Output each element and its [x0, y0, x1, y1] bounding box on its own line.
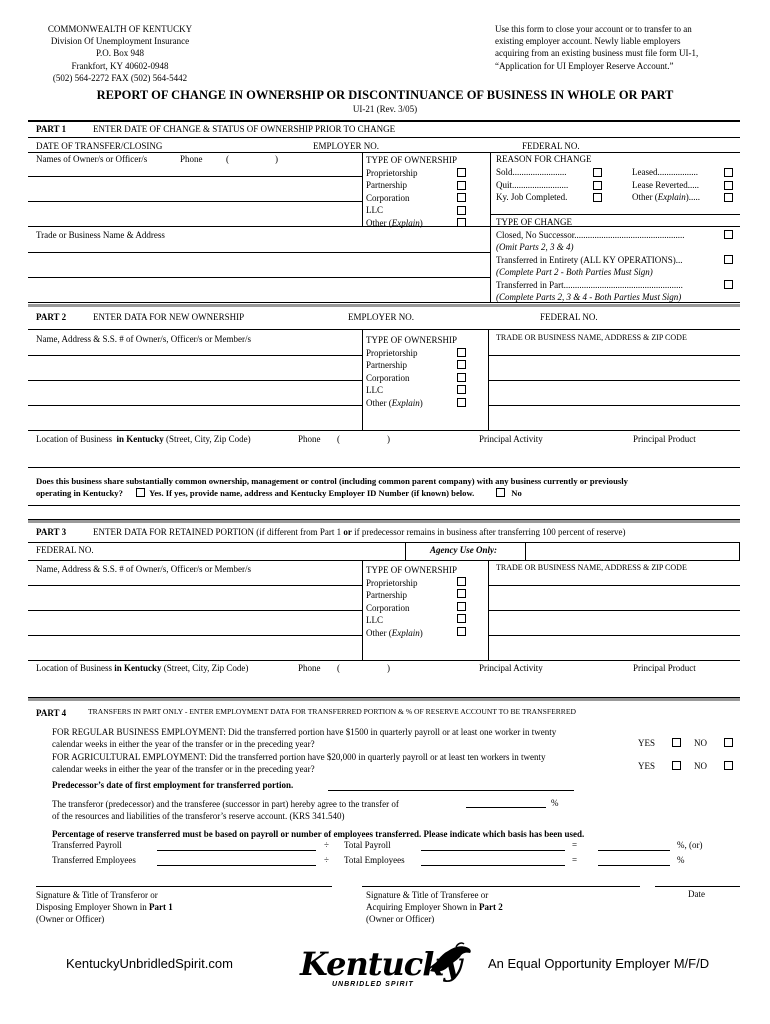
- reason-lease-reverted: Lease Reverted.....: [632, 179, 699, 190]
- transferee-signature-line[interactable]: [362, 886, 640, 887]
- agreement-line-2: of the resources and liabilities of the transferor’s reserve account. (KRS 341.540): [52, 811, 345, 822]
- change-entirety: Transferred in Entirety (ALL KY OPERATIONS)...: [496, 254, 683, 265]
- leased-checkbox[interactable]: [724, 168, 733, 177]
- sig-owner: (Owner or Officer): [366, 914, 435, 925]
- proprietorship-checkbox[interactable]: [457, 168, 466, 177]
- transferred-payroll-field[interactable]: [157, 850, 316, 851]
- change-closed-note: (Omit Parts 2, 3 & 4): [496, 242, 574, 252]
- part2-employer-no: EMPLOYER NO.: [348, 312, 415, 322]
- location-bold: in Kentucky: [114, 663, 162, 673]
- quit-checkbox[interactable]: [593, 181, 602, 190]
- agency-address: [30, 23, 210, 84]
- ownership-type-title: TYPE OF OWNERSHIP: [366, 155, 458, 165]
- part2-name-label: Name, Address & S.S. # of Owner/s, Officer/s or Member/s: [36, 334, 252, 344]
- close-paren: ): [419, 627, 423, 638]
- type-of-change-title: TYPE OF CHANGE: [496, 217, 573, 227]
- ownership-option: Proprietorship: [366, 167, 418, 178]
- total-employees-label: Total Employees: [344, 855, 405, 865]
- close-paren: ): [419, 217, 423, 228]
- instruction-line: existing employer account. Newly liable employers: [495, 36, 681, 47]
- part3-activity: Principal Activity: [479, 663, 543, 673]
- other-ownership-checkbox[interactable]: [457, 218, 466, 227]
- corporation-checkbox[interactable]: [457, 193, 466, 202]
- regular-no-label: NO: [694, 738, 707, 748]
- p2-llc-checkbox[interactable]: [457, 385, 466, 394]
- basis-note: Percentage of reserve transferred must be based on payroll or number of employees transferred. Please indicate which basis has been used.: [52, 829, 585, 839]
- agreement-text: [52, 798, 612, 823]
- explain-label: Explain: [391, 627, 420, 638]
- other-label: Other (: [366, 627, 392, 638]
- change-closed: Closed, No Successor.................................................: [496, 229, 685, 240]
- sig-line-2: [366, 901, 503, 913]
- sig-text: Disposing Employer Shown in: [36, 902, 150, 913]
- llc-checkbox[interactable]: [457, 206, 466, 215]
- agri-yes-label: YES: [638, 761, 656, 771]
- regular-question-1: FOR REGULAR BUSINESS EMPLOYMENT: Did the transferred portion have $1500 in quarterly payroll or at least one worker in twenty: [52, 727, 557, 737]
- sig-part: Part 1: [149, 902, 173, 913]
- ownership-option: LLC: [366, 205, 383, 215]
- payroll-percent-label: %, (or): [677, 840, 703, 850]
- regular-no-checkbox[interactable]: [724, 738, 733, 747]
- date-of-transfer-label: DATE OF TRANSFER/CLOSING: [36, 141, 163, 151]
- part2-phone: Phone: [298, 434, 321, 444]
- ownership-option: Proprietorship: [366, 577, 418, 588]
- part4-heading: TRANSFERS IN PART ONLY - ENTER EMPLOYMENT DATA FOR TRANSFERRED PORTION & % OF RESERVE ACCOUNT TO BE TRANSFERRED: [88, 707, 576, 716]
- part-checkbox[interactable]: [724, 280, 733, 289]
- part3-federal-no: FEDERAL NO.: [36, 545, 94, 555]
- phone-paren-close: ): [275, 154, 278, 164]
- question-line: Does this business share substantially common ownership, management or control (including common parent company) with any business currently or previously: [36, 476, 628, 486]
- reason-leased: Leased..................: [632, 167, 698, 177]
- ownership-option: Partnership: [366, 590, 407, 600]
- total-employees-field[interactable]: [421, 865, 565, 866]
- sig-line-2: [36, 901, 173, 913]
- ownership-option: Corporation: [366, 602, 410, 613]
- common-yes-checkbox[interactable]: [136, 488, 145, 497]
- part2-phone-open: (: [337, 434, 340, 444]
- reason-quit: Quit.........................: [496, 179, 569, 190]
- part2-label: PART 2: [36, 312, 67, 322]
- part2-trade-label: TRADE OR BUSINESS NAME, ADDRESS & ZIP CODE: [496, 333, 687, 342]
- yes-label: Yes. If yes, provide name, address and Kentucky Employer ID Number (if known) below.: [149, 488, 475, 498]
- predecessor-date-label: Predecessor’s date of first employment for transferred portion.: [52, 780, 294, 790]
- other-label: Other (: [632, 192, 658, 202]
- ownership-option: Partnership: [366, 360, 407, 370]
- explain-label: Explain: [391, 217, 420, 228]
- p2-other-checkbox[interactable]: [457, 398, 466, 407]
- sig-part: Part 2: [479, 902, 503, 913]
- part3-phone-close: ): [387, 663, 390, 673]
- employees-percent-label: %: [677, 855, 685, 865]
- date-label: Date: [688, 889, 705, 899]
- part4-label: PART 4: [36, 708, 67, 718]
- p3-other-checkbox[interactable]: [457, 627, 466, 636]
- employees-percent-field[interactable]: [598, 865, 670, 866]
- job-completed-checkbox[interactable]: [593, 193, 602, 202]
- part2-heading: ENTER DATA FOR NEW OWNERSHIP: [93, 312, 245, 322]
- part3-phone: Phone: [298, 663, 321, 673]
- transferor-signature-line[interactable]: [36, 886, 332, 887]
- part3-location: [36, 663, 248, 674]
- sig-owner: (Owner or Officer): [36, 914, 105, 925]
- reason-other: [632, 191, 700, 204]
- type-of-change-group: [496, 216, 711, 304]
- transfer-percent-sign: %: [551, 798, 559, 808]
- address-line: COMMONWEALTH OF KENTUCKY: [47, 24, 193, 34]
- equals-sign: =: [572, 840, 578, 850]
- no-label: No: [511, 488, 522, 498]
- part2-activity: Principal Activity: [479, 434, 543, 444]
- transferor-signature-label: [36, 889, 173, 926]
- agri-no-checkbox[interactable]: [724, 761, 733, 770]
- other-label: Other (: [366, 217, 392, 228]
- part3-heading: [93, 527, 625, 538]
- transfer-percent-field[interactable]: [466, 807, 546, 808]
- transferred-employees-label: Transferred Employees: [52, 855, 136, 865]
- question-line-2: operating in Kentucky?: [36, 488, 123, 498]
- ownership-option: Corporation: [366, 192, 410, 203]
- p3-proprietorship-checkbox[interactable]: [457, 577, 466, 586]
- predecessor-date-field[interactable]: [328, 790, 574, 791]
- ownership-type-group: [366, 154, 486, 229]
- ownership-option: Partnership: [366, 180, 407, 190]
- part3-trade-label: TRADE OR BUSINESS NAME, ADDRESS & ZIP CODE: [496, 563, 687, 572]
- logo-wordmark: Kentucky: [300, 945, 462, 983]
- location-hint: (Street, City, Zip Code): [166, 434, 251, 444]
- reason-job-completed: Ky. Job Completed.: [496, 192, 568, 202]
- transferred-payroll-label: Transferred Payroll: [52, 840, 122, 850]
- common-ownership-question: [36, 475, 746, 499]
- location-bold: in Kentucky: [116, 434, 164, 444]
- part3-name-label: Name, Address & S.S. # of Owner/s, Officer/s or Member/s: [36, 564, 252, 574]
- ownership-option-other: [366, 627, 457, 640]
- ownership-option-other: [366, 217, 486, 230]
- explain-label: Explain: [391, 397, 420, 408]
- ownership-option: Corporation: [366, 372, 410, 383]
- ownership-option: LLC: [366, 385, 383, 395]
- ownership-type-title: TYPE OF OWNERSHIP: [366, 565, 458, 575]
- part1-label: PART 1: [36, 124, 67, 134]
- part3-ownership-group: [366, 564, 457, 639]
- address-line: P.O. Box 948: [95, 48, 144, 59]
- reason-sold: Sold........................: [496, 167, 567, 177]
- reason-right-group: [632, 166, 700, 204]
- logo-tagline: UNBRIDLED SPIRIT: [332, 981, 414, 988]
- transferred-employees-field[interactable]: [157, 865, 316, 866]
- trade-name-label: Trade or Business Name & Address: [36, 230, 165, 240]
- payroll-percent-field[interactable]: [598, 850, 670, 851]
- total-payroll-field[interactable]: [421, 850, 565, 851]
- website-text: KentuckyUnbridledSpirit.com: [66, 956, 233, 971]
- divide-sign: ÷: [324, 855, 329, 865]
- p3-corporation-checkbox[interactable]: [457, 602, 466, 611]
- form-number: UI-21 (Rev. 3/05): [352, 104, 418, 114]
- location-hint: (Street, City, Zip Code): [163, 663, 249, 673]
- employment-questions: [52, 726, 632, 775]
- part3-label: PART 3: [36, 527, 67, 537]
- heading-text: ENTER DATA FOR RETAINED PORTION (if different from Part 1: [93, 527, 344, 537]
- part2-phone-close: ): [387, 434, 390, 444]
- equals-sign: =: [572, 855, 578, 865]
- equal-opportunity-text: An Equal Opportunity Employer M/F/D: [488, 956, 710, 971]
- address-line: (502) 564-2272 FAX (502) 564-5442: [52, 72, 188, 83]
- regular-question-2: calendar weeks in either the year of the transfer or in the preceding year?: [52, 739, 315, 750]
- ownership-option: Proprietorship: [366, 347, 418, 358]
- common-no-checkbox[interactable]: [496, 488, 505, 497]
- other-tail: ).....: [685, 192, 700, 202]
- agreement-line-1: The transferor (predecessor) and the transferee (successor in part) hereby agree to the transfer of: [52, 799, 399, 809]
- total-payroll-label: Total Payroll: [344, 840, 391, 850]
- change-part: Transferred in Part.....................................................: [496, 279, 683, 290]
- p3-partnership-checkbox[interactable]: [457, 589, 466, 598]
- form-instructions: [495, 23, 745, 72]
- address-line: Division Of Unemployment Insurance: [50, 36, 190, 47]
- explain-label: Explain: [657, 192, 686, 202]
- location-label: Location of Business: [36, 434, 112, 444]
- owners-names-label: Names of Owner/s or Officer/s: [36, 154, 148, 164]
- phone-label: Phone: [180, 154, 203, 164]
- part2-ownership-group: [366, 334, 457, 409]
- form-title: REPORT OF CHANGE IN OWNERSHIP OR DISCONTINUANCE OF BUSINESS IN WHOLE OR PART: [96, 88, 674, 102]
- instruction-line: Use this form to close your account or to transfer to an: [495, 24, 692, 34]
- ownership-option: LLC: [366, 615, 383, 625]
- heading-text-2: if predecessor remains in business after transferring 100 percent of reserve): [351, 527, 626, 537]
- phone-paren-open: (: [226, 154, 229, 164]
- p2-partnership-checkbox[interactable]: [457, 360, 466, 369]
- entirety-checkbox[interactable]: [724, 255, 733, 264]
- reason-left-group: [496, 166, 568, 204]
- part2-federal-no: FEDERAL NO.: [540, 312, 598, 322]
- partnership-checkbox[interactable]: [457, 181, 466, 190]
- regular-yes-checkbox[interactable]: [672, 738, 681, 747]
- regular-yes-label: YES: [638, 738, 656, 748]
- sig-line: Signature & Title of Transferee or: [366, 890, 489, 900]
- address-line: Frankfort, KY 40602-0948: [71, 60, 169, 71]
- p3-llc-checkbox[interactable]: [457, 614, 466, 623]
- ownership-option-other: [366, 397, 457, 410]
- divide-sign: ÷: [324, 840, 329, 850]
- sig-line: Signature & Title of Transferor or: [36, 890, 158, 900]
- location-label: Location of Business: [36, 663, 112, 673]
- ownership-type-title: TYPE OF OWNERSHIP: [366, 335, 458, 345]
- instruction-line: “Application for UI Employer Reserve Account.”: [495, 60, 674, 71]
- sig-text: Acquiring Employer Shown in: [366, 902, 479, 913]
- lease-reverted-checkbox[interactable]: [724, 181, 733, 190]
- employer-no-label: EMPLOYER NO.: [313, 141, 380, 151]
- reason-for-change-title: REASON FOR CHANGE: [496, 154, 592, 164]
- agri-question-2: calendar weeks in either the year of the transfer or in the preceding year?: [52, 763, 315, 774]
- change-part-note: (Complete Parts 2, 3 & 4 - Both Parties Must Sign): [496, 292, 682, 302]
- heading-or: or: [343, 527, 352, 537]
- part2-location: [36, 434, 251, 445]
- agri-yes-checkbox[interactable]: [672, 761, 681, 770]
- question-answers: [36, 487, 746, 499]
- kentucky-logo: [298, 941, 478, 993]
- closed-checkbox[interactable]: [724, 230, 733, 239]
- other-label: Other (: [366, 397, 392, 408]
- agri-question-1: FOR AGRICULTURAL EMPLOYMENT: Did the transferred portion have $20,000 in quarterly payroll or at least ten workers in twenty: [52, 751, 546, 762]
- other-reason-checkbox[interactable]: [724, 193, 733, 202]
- change-entirety-note: (Complete Part 2 - Both Parties Must Sign): [496, 267, 653, 277]
- p2-corporation-checkbox[interactable]: [457, 373, 466, 382]
- part3-phone-open: (: [337, 663, 340, 673]
- federal-no-label: FEDERAL NO.: [522, 141, 580, 151]
- instruction-line: acquiring from an existing business must file form UI-1,: [495, 48, 699, 59]
- close-paren: ): [419, 397, 423, 408]
- transferee-signature-label: [366, 889, 503, 926]
- date-line[interactable]: [655, 886, 740, 887]
- p2-proprietorship-checkbox[interactable]: [457, 348, 466, 357]
- part3-product: Principal Product: [633, 663, 696, 673]
- part2-product: Principal Product: [633, 434, 696, 444]
- agency-use-only: Agency Use Only:: [430, 545, 497, 555]
- agri-no-label: NO: [694, 761, 707, 771]
- part1-heading: ENTER DATE OF CHANGE & STATUS OF OWNERSHIP PRIOR TO CHANGE: [93, 124, 396, 134]
- sold-checkbox[interactable]: [593, 168, 602, 177]
